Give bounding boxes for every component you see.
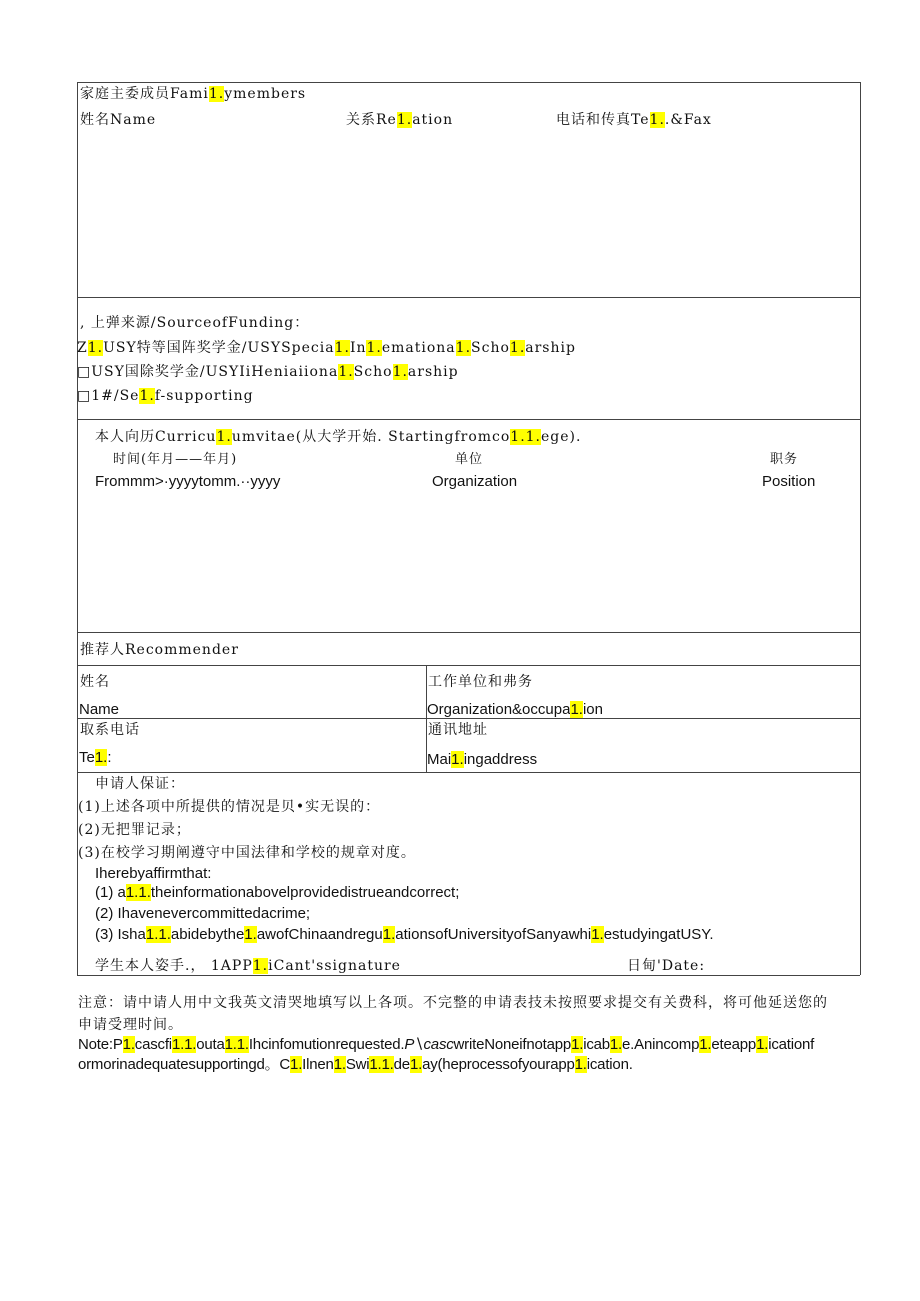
rec-tel-en[interactable]: Te1.: bbox=[79, 749, 112, 766]
pledge-en-intro: Iherebyaffirmthat: bbox=[95, 865, 212, 882]
cv-col-pos-en: Position bbox=[762, 473, 816, 490]
pledge-cn-2: (2)无把罪记录； bbox=[78, 822, 191, 838]
rec-org-en[interactable]: Organization&occupa1.ion bbox=[427, 701, 603, 718]
recommender-title: 推荐人Recommender bbox=[80, 642, 239, 658]
rec-addr-cn: 通讯地址 bbox=[428, 722, 488, 738]
pledge-signature-label[interactable]: 学生本人姿手.， 1APP1.iCant'ssignature bbox=[95, 958, 401, 974]
divider-rec-row1 bbox=[77, 665, 860, 666]
rec-addr-en[interactable]: Mai1.ingaddress bbox=[427, 751, 538, 768]
rec-name-cn: 姓名 bbox=[80, 674, 110, 690]
pledge-en-1: (1) a1.1.theinformationabovelprovidedistrueandcorrect; bbox=[95, 884, 460, 901]
pledge-date-label[interactable]: 日甸'Date: bbox=[627, 958, 706, 974]
pledge-cn-1: (1)上述各项中所提供的情况是贝•实无误的： bbox=[78, 799, 381, 815]
rec-org-cn: 工作单位和弗务 bbox=[428, 674, 533, 690]
pledge-en-2: (2) Ihavenevercommittedacrime; bbox=[95, 905, 311, 922]
funding-title: , 上弹来源/SourceofFunding： bbox=[80, 315, 310, 331]
pledge-en-3: (3) Isha1.1.abidebythe1.awofChinaandregu1.ationsofUniversityofSanyawhi1.estudyingatUSY. bbox=[95, 926, 714, 943]
note-cn-2: 申请受理时间。 bbox=[78, 1017, 183, 1033]
note-en-1: Note:P1.cascfi1.1.outa1.1.Ihcinfomutionrequested.P∖cascwriteNoneifnotapp1.icab1.e.Anincomp1.eteapp1.icationf bbox=[78, 1036, 815, 1053]
family-col-name: 姓名Name bbox=[80, 112, 157, 128]
pledge-title: 申请人保证： bbox=[95, 776, 185, 792]
funding-option-international[interactable]: □USY国除奖学金/USYIiHeniaiiona1.Scho1.arship bbox=[77, 364, 459, 380]
family-title: 家庭主委成员Fami1.ymembers bbox=[80, 86, 307, 102]
cv-col-pos-cn: 职务 bbox=[770, 452, 799, 467]
cv-col-time-cn: 时间(年月——年月) bbox=[113, 452, 238, 467]
table-left-border bbox=[77, 82, 78, 975]
note-cn-1: 注意：请中请人用中文我英文清哭地填写以上各项。不完整的申请表技未按照要求提交有关费科，将可他延送您的 bbox=[78, 995, 828, 1011]
family-col-relation: 关系Re1.ation bbox=[346, 112, 454, 128]
divider-pledge bbox=[77, 772, 860, 773]
funding-option-special[interactable]: Z1.USY特等国阵奖学金/USYSpecia1.In1.emationa1.Scho1.arship bbox=[77, 340, 576, 356]
divider-recommender bbox=[77, 632, 860, 633]
rec-tel-cn: 取系电话 bbox=[80, 722, 140, 738]
cv-col-time-en: Frommm>·yyyytomm.··yyyy bbox=[95, 473, 281, 490]
divider-funding bbox=[77, 297, 860, 298]
pledge-cn-3: (3)在校学习期阐遵守中国法律和学校的规章对度。 bbox=[78, 845, 416, 861]
note-en-2: ormorinadequatesupportingd。C1.Ilnen1.Swi1.1.de1.ay(heprocessofyourapp1.ication. bbox=[78, 1056, 633, 1073]
rec-name-en[interactable]: Name bbox=[79, 701, 120, 718]
funding-option-self[interactable]: □1#/Se1.f-supporting bbox=[77, 388, 254, 404]
cv-title: 本人向历Curricu1.umvitae(从大学开始. Startingfromco1.1.ege). bbox=[95, 429, 582, 445]
family-col-tel: 电话和传真Te1..&Fax bbox=[556, 112, 712, 128]
cv-col-org-en: Organization bbox=[432, 473, 518, 490]
cv-col-org-cn: 单位 bbox=[455, 452, 484, 467]
divider-cv bbox=[77, 419, 860, 420]
table-top-border bbox=[77, 82, 860, 83]
table-right-border bbox=[860, 82, 861, 975]
